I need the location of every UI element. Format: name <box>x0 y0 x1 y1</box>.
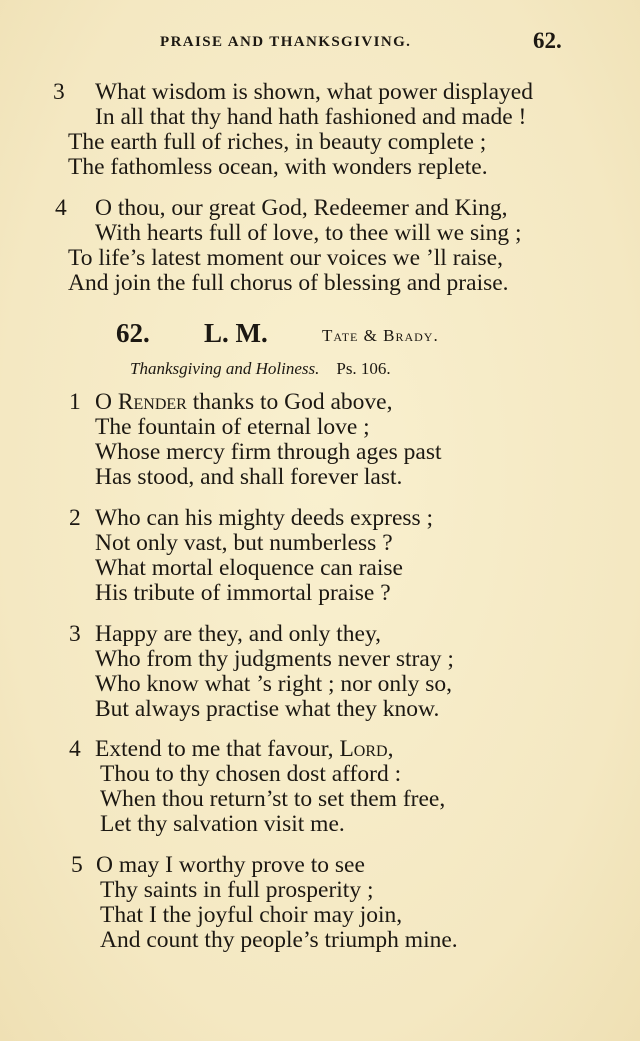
stanza-line: The earth full of riches, in beauty complete ; <box>68 129 487 155</box>
stanza-number: 4 <box>69 736 81 762</box>
page-number: 62. <box>533 28 562 53</box>
stanza-line: Who know what ’s right ; nor only so, <box>95 671 453 697</box>
stanza-line: Not only vast, but numberless ? <box>95 530 393 556</box>
stanza-line: What mortal eloquence can raise <box>95 555 403 581</box>
stanza-number: 1 <box>69 389 81 415</box>
stanza-line: His tribute of immortal praise ? <box>95 580 391 606</box>
stanza-first-a: Extend to me that favour, <box>95 736 340 762</box>
stanza-line: Thy saints in full prosperity ; <box>100 877 374 903</box>
stanza-line <box>95 737 393 762</box>
stanza-line: Happy are they, and only they, <box>95 621 382 647</box>
stanza-line: To life’s latest moment our voices we ’ll raise, <box>68 245 503 271</box>
stanza-line: With hearts full of love, to thee will we sing ; <box>95 220 522 246</box>
stanza-line: O thou, our great God, Redeemer and King, <box>95 195 508 221</box>
lord-smallcaps: Lord <box>339 736 388 762</box>
stanza-line: The fountain of eternal love ; <box>95 414 370 440</box>
hymn-heading <box>0 318 640 354</box>
hymn-number: 62. <box>116 318 150 348</box>
page-header <box>0 30 640 60</box>
hymn-topic: Thanksgiving and Holiness. <box>130 359 320 378</box>
running-head: PRAISE AND THANKSGIVING. <box>160 34 412 50</box>
stanza-number: 4 <box>55 195 67 221</box>
stanza-first-rest: thanks to God above, <box>186 389 393 415</box>
stanza-first-b: , <box>387 736 394 762</box>
stanza-line: When thou return’st to set them free, <box>100 786 446 812</box>
stanza-line: Who can his mighty deeds express ; <box>95 505 434 531</box>
stanza-line: Has stood, and shall forever last. <box>95 464 403 490</box>
stanza-line: Who from thy judgments never stray ; <box>95 646 454 672</box>
stanza-line: Let thy salvation visit me. <box>100 811 345 837</box>
stanza-line: But always practise what they know. <box>95 696 440 722</box>
stanza-line: The fathomless ocean, with wonders replete. <box>68 154 488 180</box>
stanza-line: In all that thy hand hath fashioned and made ! <box>95 104 527 130</box>
stanza-first-word: O Render <box>95 389 187 415</box>
stanza-line <box>95 390 392 415</box>
stanza-line: O may I worthy prove to see <box>96 852 365 878</box>
scripture-reference: Ps. 106. <box>336 359 391 378</box>
stanza-line: And count thy people’s triumph mine. <box>100 927 458 953</box>
stanza-line: What wisdom is shown, what power displayed <box>95 79 533 105</box>
stanza-number: 5 <box>71 852 83 878</box>
stanza-line: Thou to thy chosen dost afford : <box>100 761 402 787</box>
hymn-author: Tate & Brady. <box>322 326 439 345</box>
hymn-meter: L. M. <box>204 318 268 348</box>
hymn-subtitle <box>130 359 391 379</box>
stanza-line: That I the joyful choir may join, <box>100 902 403 928</box>
stanza-number: 3 <box>53 79 65 105</box>
stanza-line: Whose mercy firm through ages past <box>95 439 442 465</box>
stanza-number: 3 <box>69 621 81 647</box>
stanza-number: 2 <box>69 505 81 531</box>
stanza-line: And join the full chorus of blessing and praise. <box>68 270 509 296</box>
